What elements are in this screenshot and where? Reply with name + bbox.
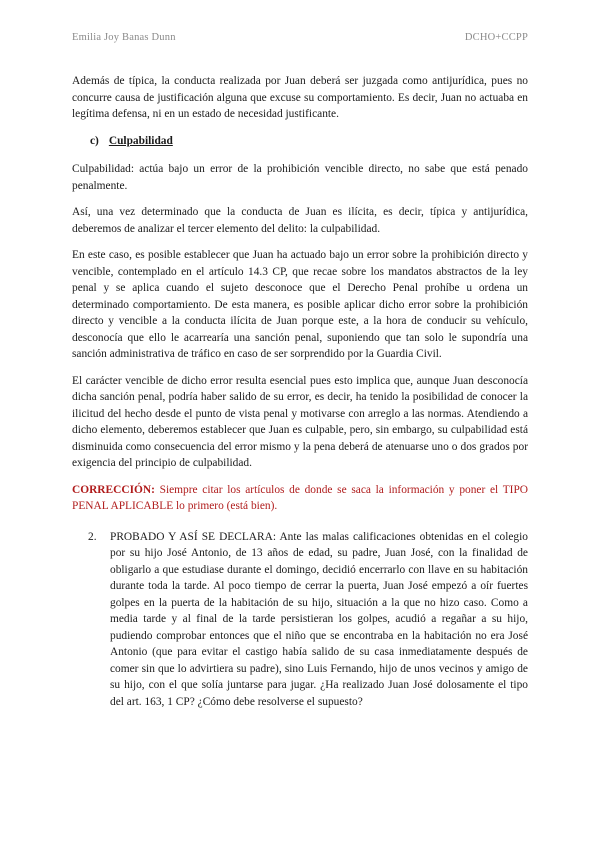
list-item-case-2	[88, 529, 528, 711]
paragraph-tercer-elemento: Así, una vez determinado que la conducta de Juan es ilícita, es decir, típica y antijurídica, deberemos de analizar el tercer elemento del delito: la culpabilidad.	[72, 206, 528, 235]
header-course: DCHO+CCPP	[464, 32, 528, 43]
header-author: Emilia Joy Banas Dunn	[72, 32, 176, 43]
list-item-number: 2.	[88, 530, 97, 543]
page-header	[72, 32, 528, 43]
paragraph-antijuridicidad: Además de típica, la conducta realizada por Juan deberá ser juzgada como antijurídica, pues no concurre causa de justificación alguna que excuse su comportamiento. Es decir, Juan no actuaba en legítima defensa, ni en un estado de necesidad justificante.	[72, 75, 528, 120]
section-title: Culpabilidad	[108, 134, 173, 147]
section-letter: c)	[90, 134, 99, 147]
correction-label: CORRECCIÓN:	[72, 483, 155, 496]
document-body	[72, 73, 528, 710]
correction-note	[72, 482, 528, 515]
paragraph-caracter-vencible: El carácter vencible de dicho error resulta esencial pues esto implica que, aunque Juan desconocía dicha sanción penal, podría haber salido de su error, es decir, ha tenido la posibilidad de conocer la ilicitud del hecho desde el punto de vista penal y motivarse con arreglo a las normas. Atendiendo a dicho elemento, deberemos establecer que Juan es culpable, pero, sin embargo, su culpabilidad está disminuida como consecuencia del error mismo y la pena deberá de atenuarse uno o dos grados por exigencia del principio de culpabilidad.	[72, 374, 528, 469]
section-heading	[90, 133, 528, 150]
correction-text: Siempre citar los artículos de donde se saca la información y poner el TIPO PENAL APLICABLE lo primero (está bien).	[72, 483, 529, 512]
list-item-text: PROBADO Y ASÍ SE DECLARA: Ante las malas calificaciones obtenidas en el colegio por su hijo José Antonio, de 13 años de edad, su padre, Juan José, con la finalidad de obligarlo a que estudiase durante el domingo, decidió encerrarlo con llave en su habitación durante toda la tarde. Al poco tiempo de cerrar la puerta, Juan José empezó a oír fuertes golpes en la puerta de la habitación de su hijo, situación a la que no hizo caso. Como a media tarde y al final de la tarde persistieran los golpes, acudió a regañar a su hijo, pudiendo comprobar entonces que el niño que se encontraba en la habitación no era José Antonio (que para evitar el castigo había salido de su casa inmediatamente después de comer sin que lo advirtiera su padre), sino Luis Fernando, hijo de unos vecinos y amigo de su hijo, con el que solía juntarse para jugar. ¿Ha realizado Juan José dolosamente el tipo del art. 163, 1 CP? ¿Cómo debe resolverse el supuesto?	[110, 530, 528, 708]
paragraph-culpabilidad-summary: Culpabilidad: actúa bajo un error de la prohibición vencible directo, no sabe que está penado penalmente.	[72, 163, 528, 192]
paragraph-error-prohibicion: En este caso, es posible establecer que Juan ha actuado bajo un error sobre la prohibición directo y vencible, contemplado en el artículo 14.3 CP, que recae sobre los mandatos abstractos de la ley penal y se aplica cuando el sujeto desconoce que el Derecho Penal prohíbe u ordena un determinado comportamiento. De esta manera, es posible aplicar dicho error sobre la prohibición directo y vencible a la conducta ilícita de Juan porque este, a la hora de conducir su vehículo, desconocía que ello le acarrearía una sanción penal, suponiendo que tan solo le supondría una sanción administrativa de tráfico en caso de ser sorprendido por la Guardia Civil.	[72, 249, 528, 360]
